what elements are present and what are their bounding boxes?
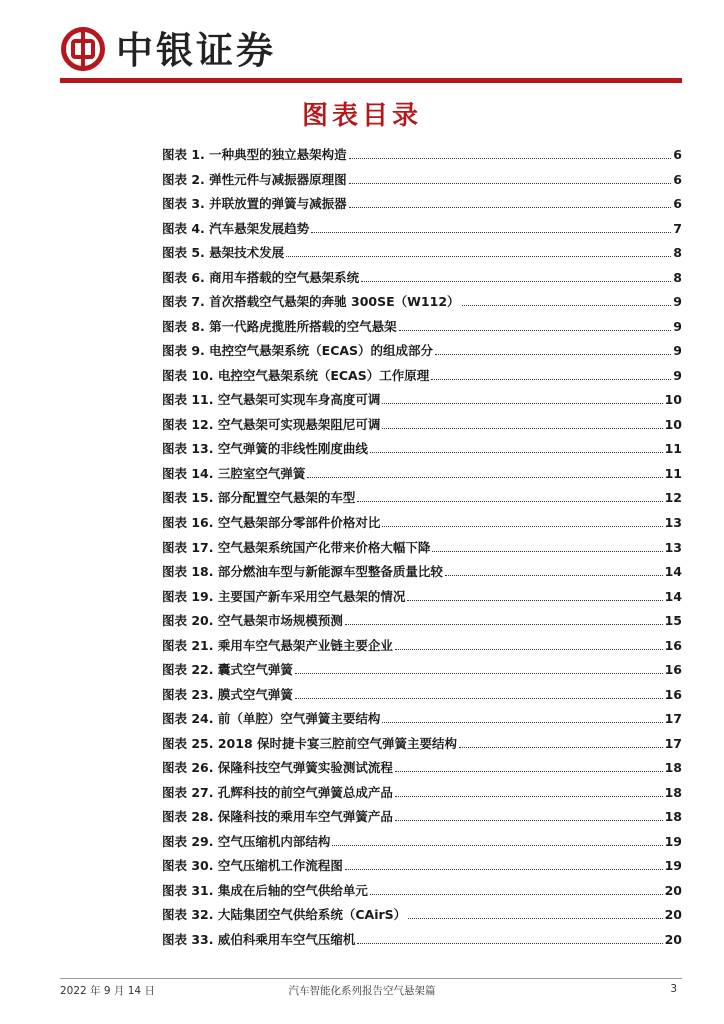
toc-entry-label: 图表 1. 一种典型的独立悬架构造 <box>162 147 347 162</box>
toc-entry-label: 图表 25. 2018 保时捷卡宴三腔前空气弹簧主要结构 <box>162 735 457 751</box>
toc-entry-page: 19 <box>664 833 682 849</box>
toc-entry-page: 19 <box>664 858 682 874</box>
toc-entry[interactable] <box>162 390 682 415</box>
toc-dot-leader <box>382 526 662 527</box>
toc-entry-label: 图表 19. 主要国产新车采用空气悬架的情况 <box>162 588 406 604</box>
toc-dot-leader <box>295 698 663 699</box>
toc-entry-page: 16 <box>664 662 682 678</box>
bank-of-china-logo-icon <box>60 26 106 72</box>
toc-entry-label: 图表 10. 电控空气悬架系统（ECAS）工作原理 <box>162 367 430 383</box>
toc-entry-label: 图表 16. 空气悬架部分零部件价格对比 <box>162 514 381 530</box>
toc-entry-label: 图表 8. 第一代路虎揽胜所搭载的空气悬架 <box>162 318 397 334</box>
toc-dot-leader <box>382 722 662 723</box>
toc-dot-leader <box>382 403 662 404</box>
toc-entry-label: 图表 17. 空气悬架系统国产化带来价格大幅下降 <box>162 539 431 555</box>
toc-entry-page: 11 <box>664 465 682 481</box>
header-divider <box>60 78 682 83</box>
toc-entry[interactable] <box>162 194 682 219</box>
toc-entry-label: 图表 4. 汽车悬架发展趋势 <box>162 220 310 236</box>
footer-date: 2022 年 9 月 14 日 <box>60 985 155 997</box>
footer-page-number: 3 <box>670 983 677 995</box>
toc-entry-page: 18 <box>664 809 682 825</box>
toc-dot-leader <box>395 796 663 797</box>
toc-dot-leader <box>408 918 662 919</box>
toc-entry-page: 16 <box>664 637 682 653</box>
toc-entry-page: 15 <box>664 613 682 629</box>
toc-dot-leader <box>435 354 671 355</box>
toc-entry[interactable] <box>162 856 682 881</box>
toc-entry[interactable] <box>162 439 682 464</box>
toc-entry-page: 9 <box>673 318 682 334</box>
toc-entry-label: 图表 13. 空气弹簧的非线性刚度曲线 <box>162 441 368 457</box>
toc-entry[interactable] <box>162 905 682 930</box>
toc-dot-leader <box>349 207 672 208</box>
toc-entry-page: 16 <box>664 686 682 702</box>
toc-entry-label: 图表 6. 商用车搭载的空气悬架系统 <box>162 269 360 285</box>
toc-entry[interactable] <box>162 734 682 759</box>
toc-entry[interactable] <box>162 660 682 685</box>
toc-dot-leader <box>432 551 662 552</box>
toc-dot-leader <box>370 894 663 895</box>
toc-dot-leader <box>345 624 663 625</box>
toc-entry-page: 11 <box>664 441 682 457</box>
toc-entry[interactable] <box>162 292 682 317</box>
toc-entry-label: 图表 33. 威伯科乘用车空气压缩机 <box>162 932 356 947</box>
toc-entry-label: 图表 31. 集成在后轴的空气供给单元 <box>162 882 368 898</box>
toc-dot-leader <box>395 820 663 821</box>
toc-dot-leader <box>311 232 671 233</box>
toc-entry[interactable] <box>162 611 682 636</box>
toc-dot-leader <box>445 575 663 576</box>
toc-dot-leader <box>382 428 662 429</box>
toc-entry-label: 图表 30. 空气压缩机工作流程图 <box>162 858 343 874</box>
toc-dot-leader <box>462 305 672 306</box>
toc-entry-page: 8 <box>673 245 682 261</box>
toc-entry-label: 图表 18. 部分燃油车型与新能源车型整备质量比较 <box>162 564 443 580</box>
toc-entry-label: 图表 3. 并联放置的弹簧与减振器 <box>162 196 347 212</box>
toc-entry-label: 图表 22. 囊式空气弹簧 <box>162 662 293 678</box>
toc-entry[interactable] <box>162 366 682 391</box>
toc-entry[interactable] <box>162 219 682 244</box>
footer-report-title: 汽车智能化系列报告空气悬架篇 <box>288 985 436 997</box>
toc-entry-page: 10 <box>664 416 682 432</box>
toc-dot-leader <box>286 256 671 257</box>
toc-entry-page: 9 <box>673 367 682 383</box>
toc-list <box>162 145 682 955</box>
toc-title: 图表目录 <box>301 101 422 131</box>
toc-entry-label: 图表 24. 前（单腔）空气弹簧主要结构 <box>162 711 381 727</box>
toc-entry-page: 14 <box>664 588 682 604</box>
toc-entry[interactable] <box>162 488 682 513</box>
toc-entry-label: 图表 5. 悬架技术发展 <box>162 245 285 261</box>
toc-entry[interactable] <box>162 685 682 710</box>
toc-entry[interactable] <box>162 415 682 440</box>
toc-entry-page: 17 <box>664 735 682 751</box>
toc-dot-leader <box>370 452 663 453</box>
toc-entry-page: 17 <box>664 711 682 727</box>
toc-dot-leader <box>295 673 663 674</box>
toc-entry-page: 9 <box>673 343 682 359</box>
toc-entry-label: 图表 2. 弹性元件与减振器原理图 <box>162 171 347 187</box>
toc-entry-page: 14 <box>664 564 682 580</box>
toc-entry-page: 8 <box>673 269 682 285</box>
toc-dot-leader <box>345 869 663 870</box>
toc-dot-leader <box>395 649 663 650</box>
toc-dot-leader <box>395 771 663 772</box>
toc-entry-page: 12 <box>664 490 682 506</box>
toc-entry[interactable] <box>162 709 682 734</box>
toc-entry[interactable] <box>162 587 682 612</box>
toc-entry-page: 13 <box>664 539 682 555</box>
toc-entry[interactable] <box>162 268 682 293</box>
toc-entry[interactable] <box>162 636 682 661</box>
toc-entry[interactable] <box>162 464 682 489</box>
toc-entry[interactable] <box>162 758 682 783</box>
toc-dot-leader <box>361 281 671 282</box>
toc-entry-page: 20 <box>664 907 682 923</box>
toc-entry-label: 图表 28. 保隆科技的乘用车空气弹簧产品 <box>162 809 393 825</box>
toc-entry-label: 图表 7. 首次搭载空气悬架的奔驰 300SE（W112） <box>162 294 460 310</box>
toc-entry-page: 18 <box>664 784 682 800</box>
toc-entry-page: 6 <box>673 196 682 212</box>
toc-entry[interactable] <box>162 513 682 538</box>
brand-name: 中银证券 <box>116 28 276 72</box>
toc-entry-label: 图表 11. 空气悬架可实现车身高度可调 <box>162 392 381 408</box>
toc-entry-page: 20 <box>664 932 682 947</box>
toc-entry[interactable] <box>162 807 682 832</box>
toc-entry-label: 图表 26. 保隆科技空气弹簧实验测试流程 <box>162 760 393 776</box>
toc-entry[interactable] <box>162 145 682 170</box>
toc-dot-leader <box>399 330 672 331</box>
toc-entry-page: 18 <box>664 760 682 776</box>
toc-entry-page: 9 <box>673 294 682 310</box>
toc-entry-label: 图表 12. 空气悬架可实现悬架阻尼可调 <box>162 416 381 432</box>
toc-entry-label: 图表 32. 大陆集团空气供给系统（CAirS） <box>162 907 407 923</box>
toc-entry[interactable] <box>162 243 682 268</box>
toc-dot-leader <box>357 501 662 502</box>
toc-dot-leader <box>349 158 672 159</box>
toc-entry-label: 图表 23. 膜式空气弹簧 <box>162 686 293 702</box>
toc-entry[interactable] <box>162 881 682 906</box>
toc-dot-leader <box>307 477 662 478</box>
toc-dot-leader <box>459 747 663 748</box>
toc-entry-label: 图表 20. 空气悬架市场规模预测 <box>162 613 343 629</box>
toc-entry-page: 13 <box>664 514 682 530</box>
toc-dot-leader <box>357 943 662 944</box>
toc-entry-page: 6 <box>673 171 682 187</box>
toc-entry-label: 图表 21. 乘用车空气悬架产业链主要企业 <box>162 637 393 653</box>
toc-entry-page: 10 <box>664 392 682 408</box>
toc-entry[interactable] <box>162 341 682 366</box>
toc-dot-leader <box>431 379 671 380</box>
toc-entry[interactable] <box>162 562 682 587</box>
toc-dot-leader <box>407 600 662 601</box>
toc-dot-leader <box>332 845 662 846</box>
toc-entry-label: 图表 15. 部分配置空气悬架的车型 <box>162 490 356 506</box>
toc-entry-label: 图表 27. 孔辉科技的前空气弹簧总成产品 <box>162 784 393 800</box>
toc-entry[interactable] <box>162 170 682 195</box>
toc-entry-page: 7 <box>673 220 682 236</box>
page-header <box>0 0 724 90</box>
toc-entry-label: 图表 14. 三腔室空气弹簧 <box>162 465 306 481</box>
toc-dot-leader <box>349 183 672 184</box>
toc-entry[interactable] <box>162 783 682 808</box>
toc-entry[interactable] <box>162 930 682 955</box>
footer-divider <box>60 978 682 979</box>
toc-entry[interactable] <box>162 538 682 563</box>
toc-entry-label: 图表 29. 空气压缩机内部结构 <box>162 833 331 849</box>
toc-entry-page: 6 <box>673 147 682 162</box>
toc-entry[interactable] <box>162 832 682 857</box>
toc-entry[interactable] <box>162 317 682 342</box>
toc-entry-label: 图表 9. 电控空气悬架系统（ECAS）的组成部分 <box>162 343 434 359</box>
toc-entry-page: 20 <box>664 882 682 898</box>
